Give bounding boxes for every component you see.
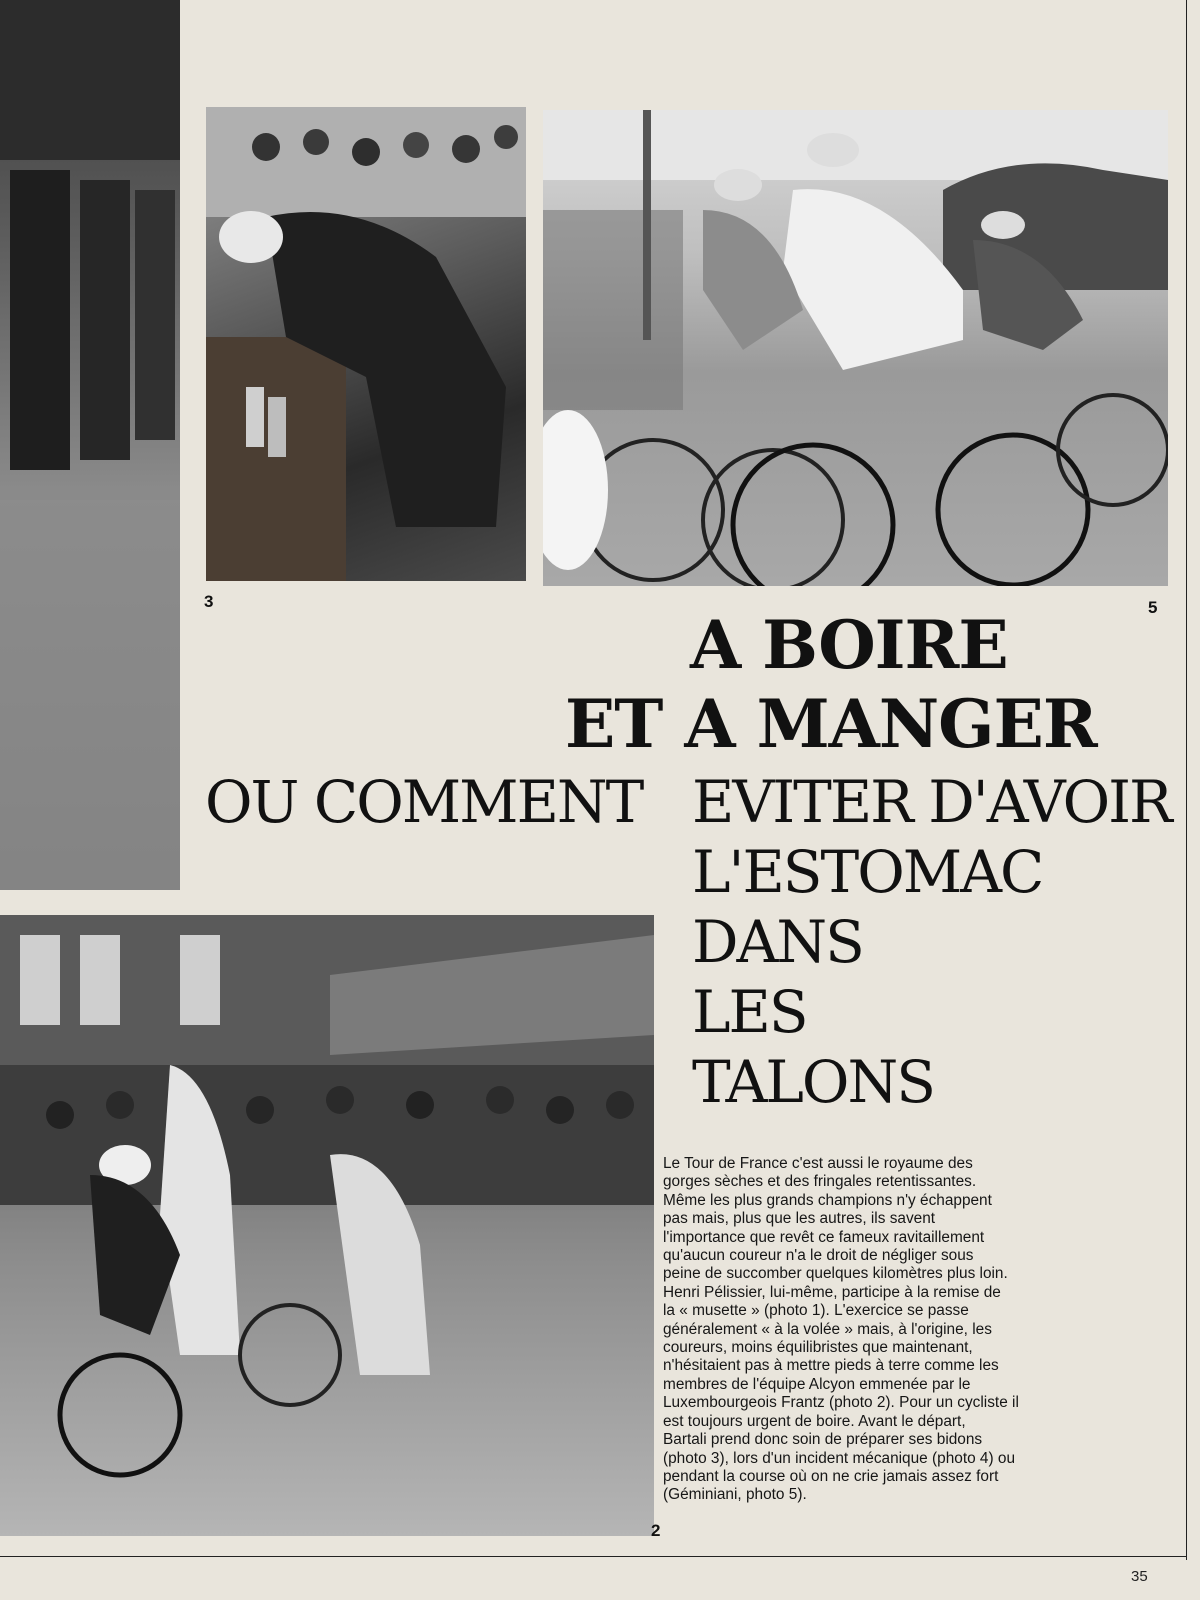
body-line: généralement « à la volée » mais, à l'origine, les [663, 1320, 992, 1338]
body-line: coureurs, moins équilibristes que maintenant, [663, 1339, 973, 1357]
body-line: Luxembourgeois Frantz (photo 2). Pour un cycliste il [663, 1394, 1019, 1412]
subheadline-line-3: DANS [692, 908, 863, 976]
right-border-rule [1186, 0, 1187, 1560]
photo-number-5: 5 [1148, 598, 1158, 617]
headline-line-1: A BOIRE [690, 606, 1008, 684]
subheadline-line-5: TALONS [692, 1048, 934, 1116]
headline-line-2: ET A MANGER [565, 685, 1097, 763]
body-line: pendant la course où on ne crie jamais assez fort [663, 1467, 999, 1485]
body-line: pas mais, plus que les autres, ils savent [663, 1210, 936, 1228]
photo-geminiani-peloton [543, 110, 1168, 586]
body-line: l'importance que revêt ce fameux ravitaillement [663, 1228, 985, 1246]
body-line: Même les plus grands champions n'y échappent [663, 1191, 992, 1209]
body-line: Bartali prend donc soin de préparer ses bidons [663, 1431, 983, 1449]
body-line: gorges sèches et des fringales retentissantes. [663, 1173, 977, 1191]
bottom-border-rule [0, 1556, 1187, 1557]
body-line: Henri Pélissier, lui-même, participe à la remise de [663, 1283, 1001, 1301]
subheadline-line-1: EVITER D'AVOIR [692, 768, 1171, 836]
body-line: Le Tour de France c'est aussi le royaume des [663, 1155, 973, 1172]
body-line: n'hésitaient pas à mettre pieds à terre comme les [663, 1357, 999, 1375]
body-line: est toujours urgent de boire. Avant le départ, [663, 1412, 966, 1430]
body-line: qu'aucun coureur n'a le droit de négliger sous [663, 1247, 974, 1265]
photo-number-2: 2 [651, 1521, 661, 1540]
subheadline-line-4: LES [692, 978, 807, 1046]
photo-left-bleed [0, 0, 180, 890]
body-line: membres de l'équipe Alcyon emmenée par le [663, 1375, 971, 1393]
body-line: peine de succomber quelques kilomètres plus loin. [663, 1265, 1008, 1283]
subheadline-part-1: OU COMMENT [205, 768, 643, 836]
photo-number-3: 3 [204, 592, 214, 611]
subheadline-line-2: L'ESTOMAC [692, 838, 1043, 906]
photo-bartali-bidons [206, 107, 526, 581]
body-line: la « musette » (photo 1). L'exercice se passe [663, 1302, 969, 1320]
body-line: (photo 3), lors d'un incident mécanique (photo 4) ou [663, 1449, 1016, 1467]
page-number: 35 [1131, 1568, 1148, 1585]
article-body [663, 1155, 1173, 1505]
body-line: (Géminiani, photo 5). [663, 1486, 807, 1504]
photo-alcyon-ravitaillement [0, 915, 654, 1536]
